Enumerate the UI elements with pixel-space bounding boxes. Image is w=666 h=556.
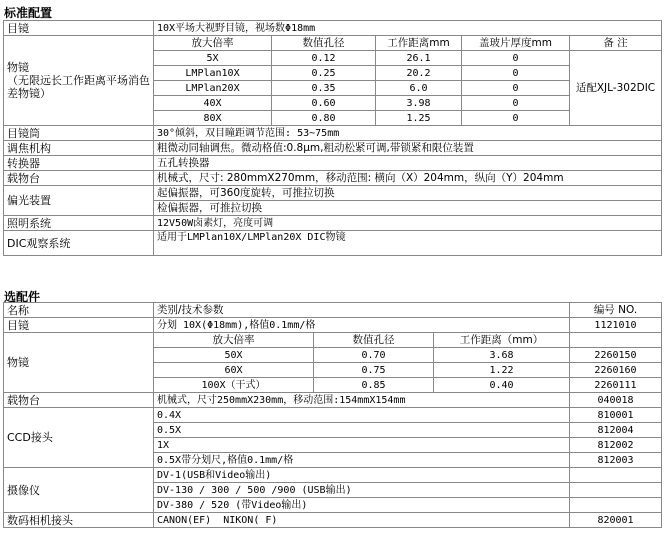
- table-cell: 3.98: [376, 96, 462, 111]
- table-row: [4, 171, 662, 186]
- table-row: [4, 186, 662, 201]
- table-cell: 0.40: [434, 378, 570, 393]
- optional-parts-title: 选配件: [4, 290, 41, 304]
- row-label: 照明系统: [4, 216, 154, 231]
- table-cell: LMPlan20X: [154, 81, 272, 96]
- row-value: CANON(EF) NIKON( F): [154, 513, 570, 528]
- column-header: 备 注: [570, 36, 662, 51]
- part-number: 040018: [570, 393, 662, 408]
- row-label: DIC观察系统: [4, 231, 154, 256]
- row-label: 物镜: [4, 333, 154, 393]
- table-cell: 0: [462, 111, 570, 126]
- row-value: 粗微动同轴调焦。微动格值:0.8μm,粗动松紧可调,带锁紧和限位装置: [154, 141, 662, 156]
- table-cell: 100X（干式）: [154, 378, 314, 393]
- part-number: 1121010: [570, 318, 662, 333]
- table-row: [4, 156, 662, 171]
- part-number: 2260160: [570, 363, 662, 378]
- table-cell: 0.70: [314, 348, 434, 363]
- table-cell: 6.0: [376, 81, 462, 96]
- row-value: 0.5X: [154, 423, 570, 438]
- row-label: CCD接头: [4, 408, 154, 468]
- column-header: 放大倍率: [154, 333, 314, 348]
- standard-config-title: 标准配置: [4, 6, 53, 20]
- row-value: 30°倾斜，双目瞳距调节范围: 53~75mm: [154, 126, 662, 141]
- row-label: 数码相机接头: [4, 513, 154, 528]
- row-value: DV-1(USB和Video输出): [154, 468, 570, 483]
- empty-cell: [570, 498, 662, 513]
- table-row: [4, 333, 662, 348]
- column-header: 工作距离（mm）: [434, 333, 570, 348]
- table-cell: 0: [462, 66, 570, 81]
- row-value: 分划 10X(Φ18mm),格值0.1mm/格: [154, 318, 570, 333]
- column-header: 盖玻片厚度mm: [462, 36, 570, 51]
- row-label: 摄像仪: [4, 468, 154, 513]
- row-label: 偏光装置: [4, 186, 154, 216]
- row-value: 机械式，尺寸250mmX230mm，移动范围:154mmX154mm: [154, 393, 570, 408]
- table-cell: 5X: [154, 51, 272, 66]
- table-cell: 1.22: [434, 363, 570, 378]
- table-row: [4, 468, 662, 483]
- table-row: [4, 318, 662, 333]
- table-cell: 80X: [154, 111, 272, 126]
- row-value: 1X: [154, 438, 570, 453]
- row-label: 转换器: [4, 156, 154, 171]
- table-row: [4, 513, 662, 528]
- objective-label: 物镜 （无限远长工作距离平场消色差物镜）: [4, 36, 154, 126]
- standard-config-table: [3, 20, 662, 256]
- table-row: [4, 141, 662, 156]
- table-cell: 20.2: [376, 66, 462, 81]
- table-row: [4, 21, 662, 36]
- objective-note: 适配XJL-302DIC: [570, 51, 662, 126]
- row-value: 起偏振器，可360度旋转，可推拉切换: [154, 186, 662, 201]
- table-cell: 0.25: [272, 66, 376, 81]
- row-value: 0.5X带分划尺,格值0.1mm/格: [154, 453, 570, 468]
- part-number: 812004: [570, 423, 662, 438]
- part-number: 812003: [570, 453, 662, 468]
- column-header: 名称: [4, 303, 154, 318]
- table-cell: 0: [462, 96, 570, 111]
- row-value: DV-130 / 300 / 500 /900 (USB输出): [154, 483, 570, 498]
- table-cell: 3.68: [434, 348, 570, 363]
- table-row: [4, 303, 662, 318]
- row-label: 载物台: [4, 393, 154, 408]
- part-number: 820001: [570, 513, 662, 528]
- table-cell: 26.1: [376, 51, 462, 66]
- row-label: 目镜: [4, 318, 154, 333]
- part-number: 810001: [570, 408, 662, 423]
- column-header: 数值孔径: [272, 36, 376, 51]
- row-value: 12V50W卤素灯，亮度可调: [154, 216, 662, 231]
- row-label: 目镜筒: [4, 126, 154, 141]
- column-header: 类别/技术参数: [154, 303, 570, 318]
- row-label: 载物台: [4, 171, 154, 186]
- column-header: 放大倍率: [154, 36, 272, 51]
- part-number: 812002: [570, 438, 662, 453]
- table-row: [4, 393, 662, 408]
- row-value: 10X平场大视野目镜，视场数Φ18mm: [154, 21, 662, 36]
- empty-cell: [570, 333, 662, 348]
- table-cell: 0.75: [314, 363, 434, 378]
- table-cell: 0.35: [272, 81, 376, 96]
- row-value: 检偏振器，可推拉切换: [154, 201, 662, 216]
- table-cell: 0.12: [272, 51, 376, 66]
- row-value: 适用于LMPlan10X/LMPlan20X DIC物镜: [154, 231, 662, 256]
- table-cell: 1.25: [376, 111, 462, 126]
- row-value: 五孔转换器: [154, 156, 662, 171]
- table-row: [4, 408, 662, 423]
- empty-cell: [570, 483, 662, 498]
- table-cell: 0: [462, 51, 570, 66]
- row-label: 调焦机构: [4, 141, 154, 156]
- table-cell: LMPlan10X: [154, 66, 272, 81]
- column-header: 编号 NO.: [570, 303, 662, 318]
- table-row: [4, 231, 662, 256]
- row-value: 机械式，尺寸: 280mmX270mm，移动范围: 横向（X）204mm，纵向（Y）204mm: [154, 171, 662, 186]
- row-label: 目镜: [4, 21, 154, 36]
- table-cell: 0: [462, 81, 570, 96]
- table-cell: 0.80: [272, 111, 376, 126]
- optional-parts-table: [3, 302, 662, 528]
- table-row: [4, 36, 662, 51]
- column-header: 工作距离mm: [376, 36, 462, 51]
- table-row: [4, 216, 662, 231]
- table-cell: 40X: [154, 96, 272, 111]
- table-row: [4, 126, 662, 141]
- row-value: 0.4X: [154, 408, 570, 423]
- part-number: 2260111: [570, 378, 662, 393]
- part-number: 2260150: [570, 348, 662, 363]
- row-value: DV-380 / 520 (带Video输出): [154, 498, 570, 513]
- table-cell: 0.60: [272, 96, 376, 111]
- column-header: 数值孔径: [314, 333, 434, 348]
- table-cell: 50X: [154, 348, 314, 363]
- empty-cell: [570, 468, 662, 483]
- table-cell: 0.85: [314, 378, 434, 393]
- table-cell: 60X: [154, 363, 314, 378]
